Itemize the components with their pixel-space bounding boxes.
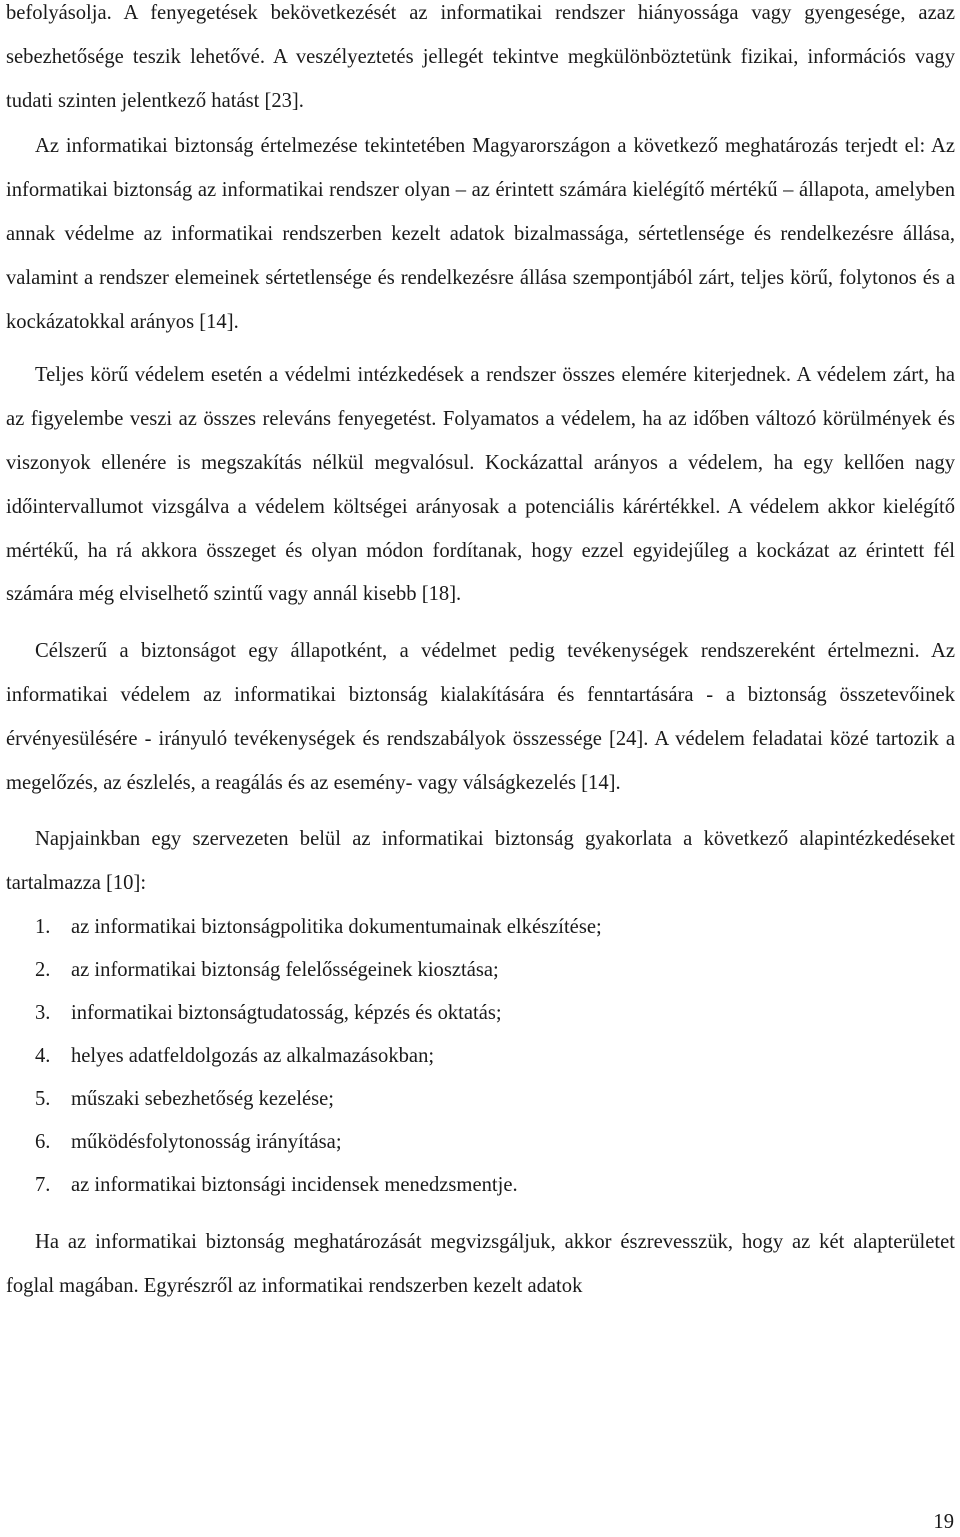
measures-list [6,906,955,1207]
list-item-text: az informatikai biztonság felelősségeinek kiosztása; [71,958,499,981]
list-item-text: az informatikai biztonsági incidensek menedzsmentje. [71,1173,518,1196]
paragraph-two-areas: Ha az informatikai biztonság meghatározását megvizsgáljuk, akkor észrevesszük, hogy az két alapterületet foglal magában. Egyrészről az informatikai rendszerben kezelt adatok [6,1230,955,1297]
document-page [6,0,955,1309]
list-item-number: 7. [35,1173,51,1196]
paragraph-basic-measures: Napjainkban egy szervezeten belül az informatikai biztonság gyakorlata a következő alapintézkedéseket tartalmazza [10]: [6,828,955,895]
list-item-text: működésfolytonosság irányítása; [71,1130,342,1153]
list-item-text: műszaki sebezhetőség kezelése; [71,1087,335,1110]
list-item [6,906,955,949]
paragraph-threats: befolyásolja. A fenyegetések bekövetkezését az informatikai rendszer hiányossága vagy gyengesége, azaz sebezhetősége teszik lehetővé. A veszélyeztetés jellegét tekintve megkülönböztetünk fizikai, információs vagy tudati szinten jelentkező hatást [23]. [6,2,955,112]
page-number: 19 [933,1511,954,1533]
list-item-number: 4. [35,1044,51,1067]
list-item [6,1035,955,1078]
list-item-number: 1. [35,915,51,938]
list-item [6,1078,955,1121]
list-item-number: 5. [35,1087,51,1110]
list-item [6,1164,955,1207]
list-item-text: informatikai biztonságtudatosság, képzés és oktatás; [71,1001,502,1024]
paragraph-security-vs-protection: Célszerű a biztonságot egy állapotként, a védelmet pedig tevékenységek rendszereként értelmezni. Az informatikai védelem az informatikai biztonság kialakítására és fenntartására - a biztonság összetevőinek érvényesülésére - irányuló tevékenységek és rendszabályok összessége [24]. A védelem feladatai közé tartozik a megelőzés, az észlelés, a reagálás és az esemény- vagy válságkezelés [14]. [6,640,955,794]
list-item [6,992,955,1035]
paragraph-definition: Az informatikai biztonság értelmezése tekintetében Magyarországon a következő meghatározás terjedt el: Az informatikai biztonság az informatikai rendszer olyan – az érintett számára kielégítő mértékű – állapota, amelyben annak védelme az informatikai rendszerben kezelt adatok bizalmassága, sértetlensége és rendelkezésre állása, valamint a rendszer elemeinek sértetlensége és rendelkezésre állása szempontjából zárt, teljes körű, folytonos és a kockázatokkal arányos [14]. [6,135,955,333]
list-item-number: 2. [35,958,51,981]
list-item-text: helyes adatfeldolgozás az alkalmazásokban; [71,1044,435,1067]
paragraph-protection-criteria: Teljes körű védelem esetén a védelmi intézkedések a rendszer összes elemére kiterjednek. A védelem zárt, ha az figyelembe veszi az összes releváns fenyegetést. Folyamatos a védelem, ha az időben változó körülmények és viszonyok ellenére is megszakítás nélkül megvalósul. Kockázattal arányos a védelem, ha egy kellően nagy időintervallumot vizsgálva a védelem költségei arányosak a potenciális kárértékkel. A védelem akkor kielégítő mértékű, ha rá akkora összeget és olyan módon fordítanak, hogy ezzel egyidejűleg a kockázat az érintett fél számára még elviselhető szintű vagy annál kisebb [18]. [6,364,955,606]
list-item-number: 6. [35,1130,51,1153]
list-item-text: az informatikai biztonságpolitika dokumentumainak elkészítése; [71,915,602,938]
list-item [6,1121,955,1164]
list-item-number: 3. [35,1001,51,1024]
list-item [6,949,955,992]
